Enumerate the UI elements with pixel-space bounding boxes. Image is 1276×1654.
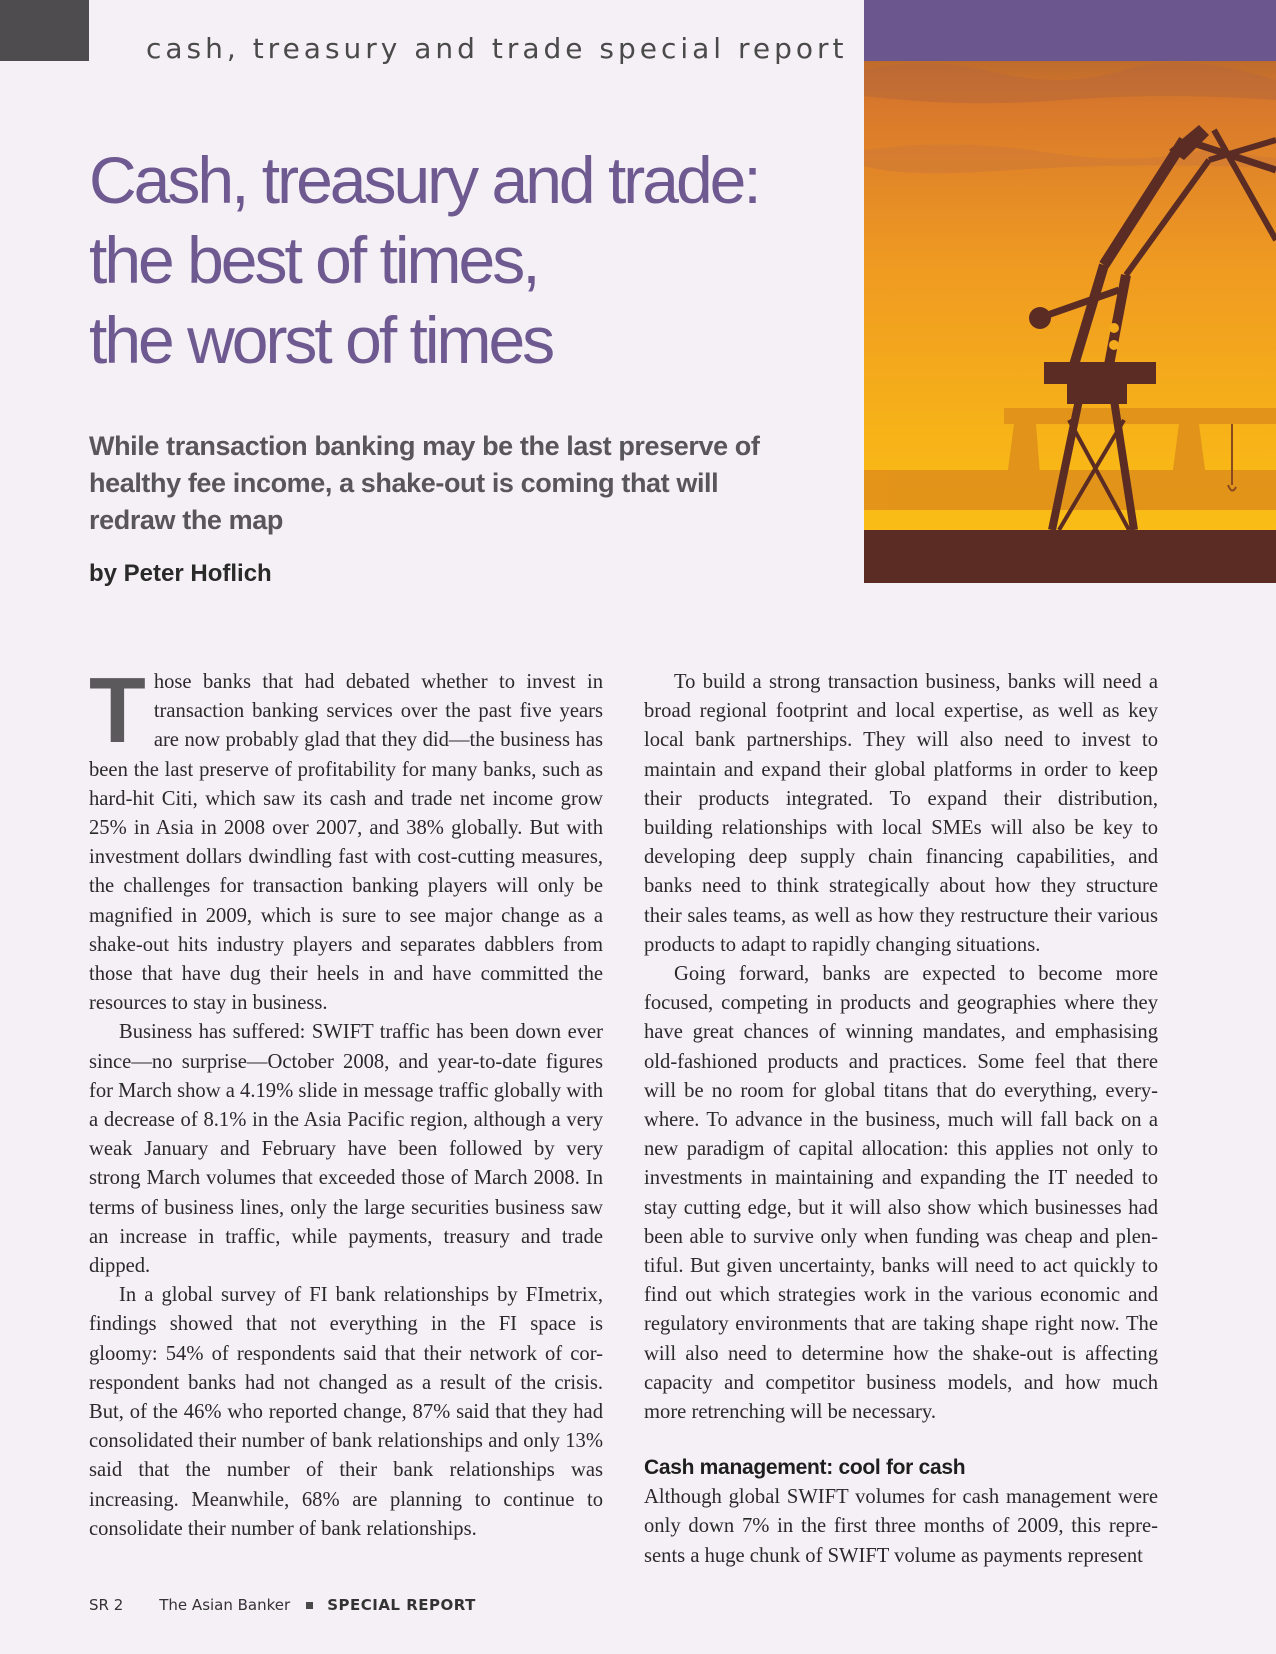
title-line-2: the best of times,: [89, 223, 538, 297]
section-kicker: cash, treasury and trade special report: [146, 32, 848, 65]
article-title: [89, 140, 849, 380]
paragraph: Going forward, banks are expected to become more focused, competing in products and geographies where they have great chances of winning mandates, and emphasising old-fashioned products and practices. Some feel that there will be no room for global titans that do everything, every-where. To advance in the business, much will fall back on a new paradigm of capital allocation: this applies not only to investments in maintaining and expanding the IT needed to stay cutting edge, but it will also show which businesses had been able to survive only when funding was cheap and plen-tiful. But given uncertainty, banks will need to act quickly to find out which strategies work in the various economic and regulatory environments that are taking shape right now. The will also need to determine how the shake-out is affecting capacity and competitor business models, and how much more retrenching will be necessary.: [644, 963, 1158, 1424]
ground: [864, 530, 1276, 583]
paragraph: Although global SWIFT volumes for cash management were only down 7% in the first three months of 2009, this repre-sents a huge chunk of SWIFT volume as payments represent: [644, 1486, 1158, 1567]
page-footer: [89, 1596, 476, 1614]
byline: by Peter Hoflich: [89, 560, 272, 587]
paragraph: [89, 658, 603, 1018]
paragraph-text: hose banks that had debated whether to invest in transaction banking services over the past five years are now probably glad that they did—the business has been the last preserve of profitability for many banks, such as hard-hit Citi, which saw its cash and trade net income grow 25% in Asia in 2008 over 2007, and 38% globally. But with investment dollars dwindling fast with cost-cutting measures, the challenges for transaction banking players will only be magnified in 2009, which is sure to see major change as a shake-out hits industry players and separates dabblers from those that have dug their heels in and have committed the resources to stay in business.: [89, 671, 603, 1015]
article-column-left: [89, 658, 603, 1544]
section-name: SPECIAL REPORT: [327, 1596, 476, 1614]
page-number: SR 2: [89, 1596, 124, 1614]
separator-square-icon: [306, 1602, 313, 1609]
title-line-1: Cash, treasury and trade:: [89, 143, 759, 217]
paragraph: To build a strong transaction business, banks will need a broad regional footprint and local expertise, as well as key local bank partnerships. They will also need to invest to maintain and expand their global platforms in order to keep their products integrated. To expand their distribution, building relationships with local SMEs will also be key to developing deep supply chain financing capabilities, and banks need to think strategically about how they structure their sales teams, as well as how they restructure their various products to adapt to rapidly changing situations.: [644, 671, 1158, 956]
paragraph: In a global survey of FI bank relationships by FImetrix, findings showed that not everything in the FI space is gloomy: 54% of respondents said that their network of cor-respondent banks had not changed as a result of the crisis. But, of the 46% who reported change, 87% said that they had consolidated their number of bank relationships and only 13% said that the number of their bank relationships was increasing. Meanwhile, 68% are planning to continue to consolidate their number of bank relationships.: [89, 1284, 603, 1540]
purple-banner: [864, 0, 1276, 61]
crane-illustration: [864, 0, 1276, 583]
section-subhead: Cash management: cool for cash: [644, 1456, 966, 1480]
corner-block: [0, 0, 89, 61]
title-line-3: the worst of times: [89, 303, 553, 377]
drop-cap: T: [89, 658, 146, 762]
paragraph: Business has suffered: SWIFT traffic has been down ever since—no surprise—October 2008, and year-to-date figures for March show a 4.19% slide in message traffic globally with a decrease of 8.1% in the Asia Pacific region, although a very weak January and February have been followed by very strong March volumes that exceeded those of March 2008. In terms of business lines, only the large securities business saw an increase in traffic, while payments, treasury and trade dipped.: [89, 1021, 603, 1278]
standfirst: While transaction banking may be the last preserve of healthy fee income, a shake-out is coming that will redraw the map: [89, 431, 760, 535]
publication-name: The Asian Banker: [159, 1596, 291, 1614]
article-column-right: [644, 668, 1158, 1571]
